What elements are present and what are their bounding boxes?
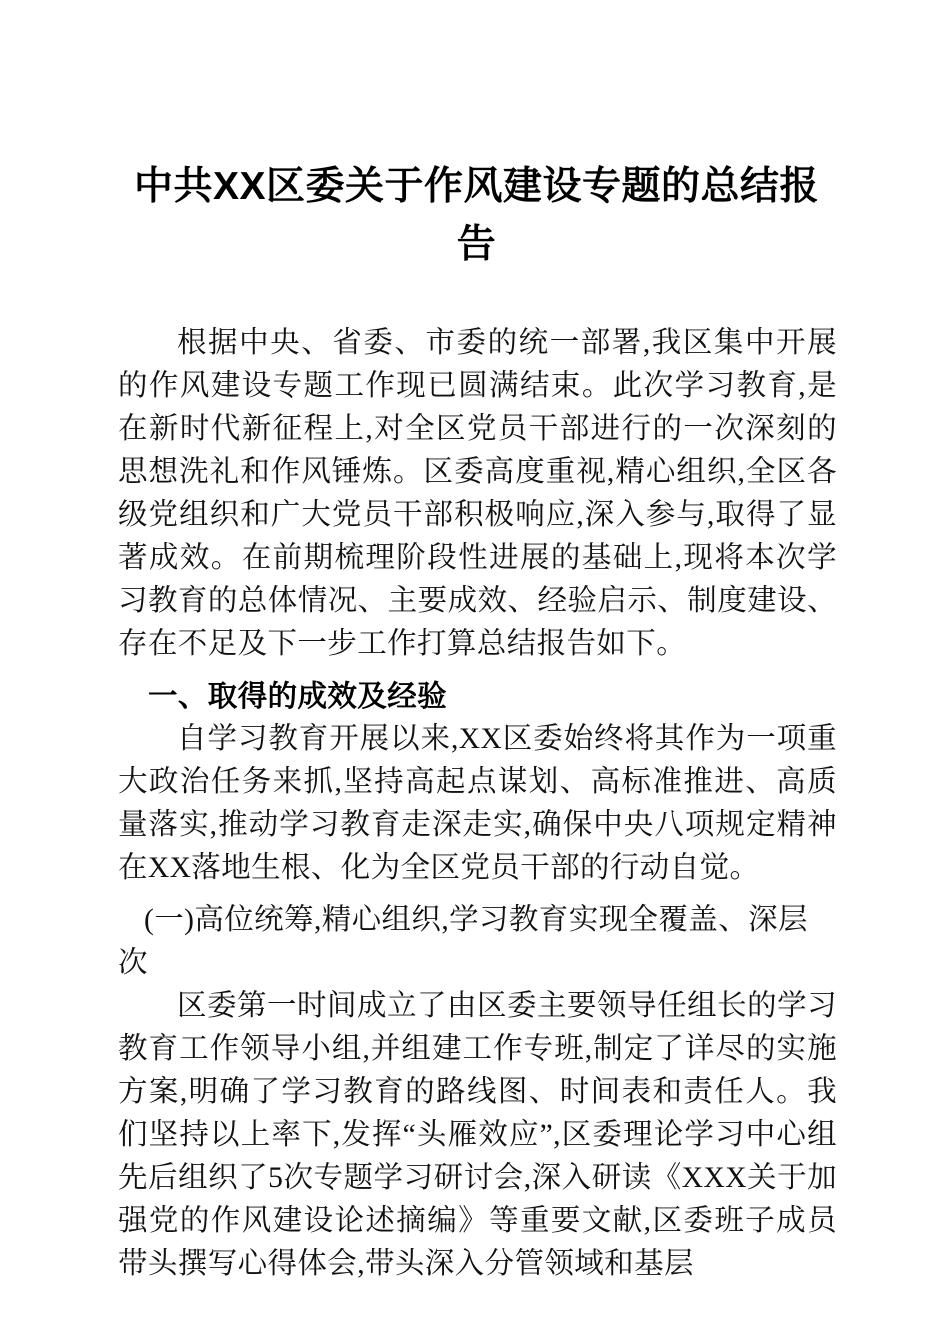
section-heading-one: 一、取得的成效及经验 (148, 680, 448, 713)
subsection-heading-one: (一)高位统筹,精心组织,学习教育实现全覆盖、深层次 (118, 904, 808, 979)
heading-spacer (118, 666, 837, 671)
opening-paragraph: 根据中央、省委、市委的统一部署,我区集中开展的作风建设专题工作现已圆满结束。此次学习教育,是在新时代新征程上,对全区党员干部进行的一次深刻的思想洗礼和作风锤炼。区委高度重视,精心组织,全区各级党组织和广大党员干部积极响应,深入参与,取得了显著成效。在前期梳理阶段性进展的基础上,现将本次学习教育的总体情况、主要成效、经验启示、制度建设、存在不足及下一步工作打算总结报告如下。 (118, 327, 837, 660)
document-title: 中共XX区委关于作风建设专题的总结报告 (133, 165, 820, 266)
section-one-intro-paragraph: 自学习教育开展以来,XX区委始终将其作为一项重大政治任务来抓,坚持高起点谋划、高标准推进、高质量落实,推动学习教育走深走实,确保中央八项规定精神在XX落地生根、化为全区党员干部的行动自觉。 (118, 723, 837, 884)
document-body (118, 322, 837, 1286)
subsection-one-paragraph: 区委第一时间成立了由区委主要领导任组长的学习教育工作领导小组,并组建工作专班,制定了详尽的实施方案,明确了学习教育的路线图、时间表和责任人。我们坚持以上率下,发挥“头雁效应”,区委理论学习中心组先后组织了5次专题学习研讨会,深入研读《XXX关于加强党的作风建设论述摘编》等重要文献,区委班子成员带头撰写心得体会,带头深入分管领域和基层 (118, 990, 837, 1280)
subheading-spacer (118, 890, 837, 895)
